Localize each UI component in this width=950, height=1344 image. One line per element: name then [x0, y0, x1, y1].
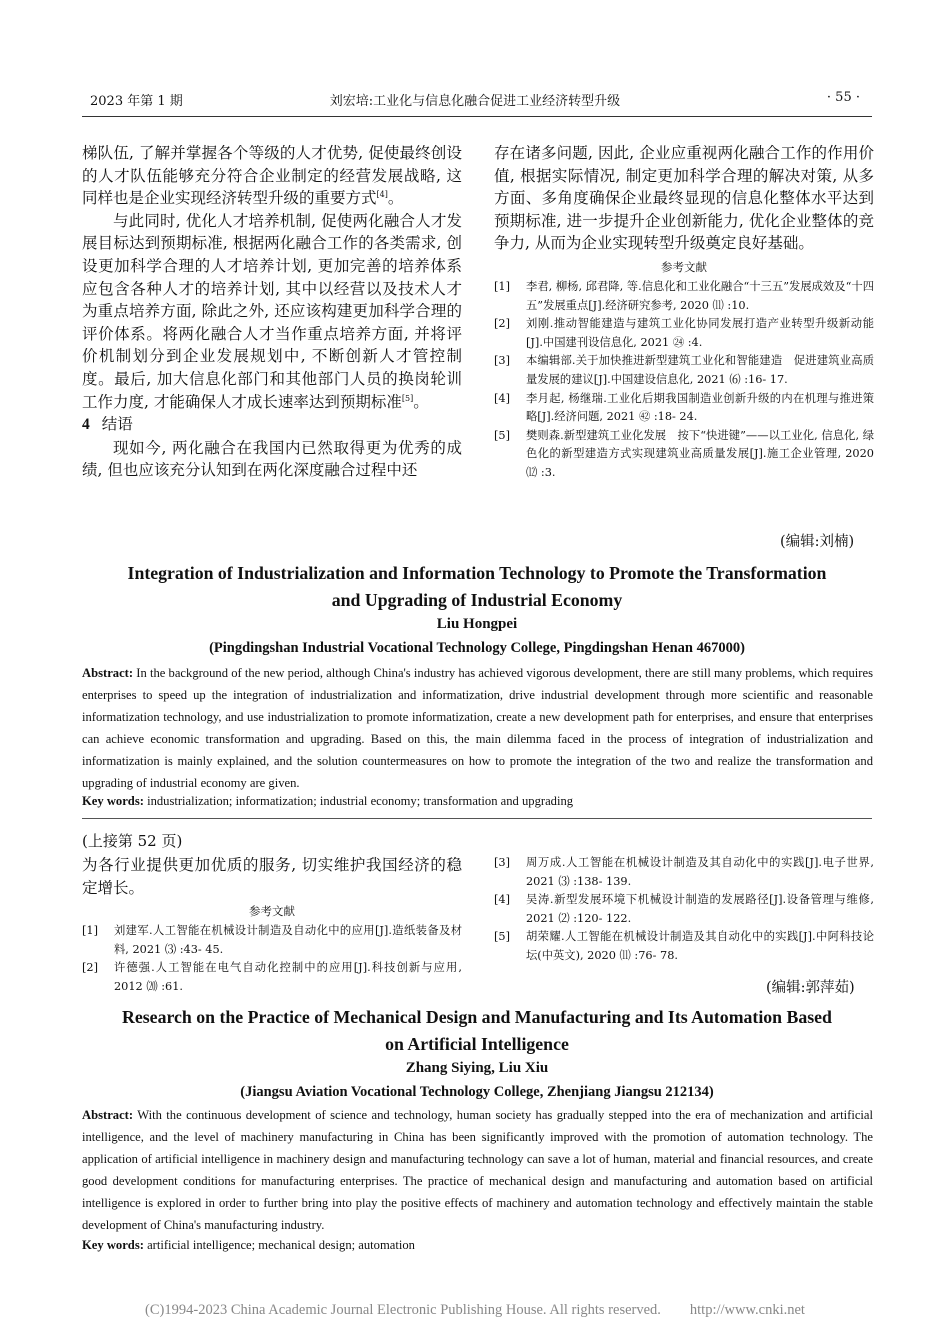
reference-item: [2] 刘刚.推动智能建造与建筑工业化协同发展打造产业转型升级新动能[J].中国建刊设信息化, 2021 ㉔ :4.	[494, 317, 874, 349]
reference-item: [4] 李月起, 杨继瑞.工业化后期我国制造业创新升级的内在机理与推进策略[J].经济问题, 2021 ㊷ :18- 24.	[494, 391, 874, 424]
reference-item: [3] 本编辑部.关于加快推进新型建筑工业化和智能建造 促进建筑业高质量发展的建议[J].中国建设信息化, 2021 ⑹ :16- 17.	[494, 354, 874, 386]
copyright-footer: (C)1994-2023 China Academic Journal Electronic Publishing House. All rights reserved. http://www.cnki.net	[145, 1302, 805, 1318]
english-author: Zhang Siying, Liu Xiu	[405, 1060, 549, 1076]
continuation-right	[494, 854, 874, 966]
continuation-left	[82, 854, 462, 997]
continuation-label: (上接第 52 页)	[82, 832, 183, 850]
english-title: Research on the Practice of Mechanical Design and Manufacturing and Its Automation Based on Artificial Intelligence	[122, 1007, 832, 1054]
reference-item: [1] 李君, 柳杨, 邱君降, 等.信息化和工业化融合“十三五”发展成效及“十四五”发展重点[J].经济研究参考, 2020 ⑾ :10.	[494, 279, 874, 312]
english-keywords: Key words: artificial intelligence; mechanical design; automation	[82, 1238, 415, 1252]
journal-issue: 2023 年第 1 期	[90, 94, 183, 109]
header-rule	[82, 116, 872, 117]
section-divider	[82, 818, 872, 819]
paragraph: 与此同时, 优化人才培养机制, 促使两化融合人才发展目标达到预期标准, 根据两化融合工作的各类需求, 创设更加科学合理的人才培养计划, 更加完善的培养体系应包含各种人才的培养计划, 其中以经营以及技术人才为重点培养方面, 除此之外, 还应该构建更加科学合理的评价体系。将两化融合人才当作重点培养方面, 并将评价机制划分到企业发展规划中, 不断创新人才管控制度。最后, 加大信息化部门和其他部门人员的换岗轮训工作力度, 才能确保人才成长速率达到预期标准[5]。	[82, 211, 462, 411]
paragraph: 存在诸多问题, 因此, 企业应重视两化融合工作的作用价值, 根据实际情况, 制定更加科学合理的解决对策, 从多方面、多角度确保企业最终显现的信息化整体水平达到预期标准, 进一步提升企业创新能力, 优化企业整体的竞争力, 从而为企业实现转型升级奠定良好基础。	[494, 144, 874, 253]
reference-item: [5] 樊则森.新型建筑工业化发展 按下“快进键”——以工业化, 信息化, 绿色化的新型建造方式实现建筑业高质量发展[J].施工企业管理, 2020 ⑿ :3.	[494, 428, 874, 479]
page-number: · 55 ·	[826, 90, 860, 105]
paragraph: 梯队伍, 了解并掌握各个等级的人才优势, 促使最终创设的人才队伍能够充分符合企业制定的经营发展战略, 这同样也是企业实现经济转型升级的重要方式[4]。	[82, 144, 462, 208]
english-title: Integration of Industrialization and Information Technology to Promote the Transformation and Upgrading of Industrial Economy	[127, 563, 827, 610]
references-title: 参考文献	[661, 259, 707, 274]
paragraph: 现如今, 两化融合在我国内已然取得更为优秀的成绩, 但也应该充分认知到在两化深度融合过程中还	[82, 438, 462, 480]
english-affiliation: (Jiangsu Aviation Vocational Technology College, Zhenjiang Jiangsu 212134)	[240, 1084, 714, 1100]
reference-item: [1] 刘建军.人工智能在机械设计制造及自动化中的应用[J].造纸装备及材料, 2021 ⑶ :43- 45.	[82, 924, 462, 956]
reference-item: [3] 周万成.人工智能在机械设计制造及其自动化中的实践[J].电子世界, 2021 ⑶ :138- 139.	[494, 856, 874, 888]
reference-item: [5] 胡荣耀.人工智能在机械设计制造及其自动化中的实践[J].中阿科技论坛(中英文), 2020 ⑾ :76- 78.	[494, 930, 874, 962]
reference-item: [2] 许德强.人工智能在电气自动化控制中的应用[J].科技创新与应用, 2012 ⒇ :61.	[82, 961, 462, 993]
editor-note: (编辑:郭萍茹)	[766, 980, 855, 996]
english-author: Liu Hongpei	[436, 616, 518, 632]
reference-item: [4] 吴涛.新型发展环境下机械设计制造的发展路径[J].设备管理与维修, 2021 ⑵ :120- 122.	[494, 893, 874, 925]
reference-list	[494, 278, 874, 483]
running-header	[90, 90, 860, 114]
right-column	[494, 142, 874, 483]
editor-note: (编辑:刘楠)	[780, 534, 855, 550]
paragraph: 为各行业提供更加优质的服务, 切实维护我国经济的稳定增长。	[82, 856, 462, 897]
english-keywords: Key words: industrialization; informatization; industrial economy; transformation and upgrading	[82, 794, 574, 808]
running-title: 刘宏培:工业化与信息化融合促进工业经济转型升级	[329, 94, 621, 109]
english-affiliation: (Pingdingshan Industrial Vocational Technology College, Pingdingshan Henan 467000)	[209, 640, 745, 656]
left-column	[82, 142, 462, 482]
section-heading: 4 结语	[82, 415, 133, 434]
references-title: 参考文献	[249, 904, 295, 919]
english-abstract: Abstract: With the continuous development of science and technology, human society has gradually stepped into the era of mechanization and artificial intelligence, and the level of machinery manufacturing in China has been significantly improved with the promotion of automation technology. The application of artificial intelligence in machinery design and manufacturing technology can save a lot of human, material and financial resources, and create good development conditions for manufacturing enterprises. The practice of mechanical design and manufacturing and automation based on artificial intelligence is explored in order to further bring into play the positive effects of machinery and automation technology and effectively maintain the stable development of China's manufacturing industry.	[82, 1108, 873, 1233]
english-abstract: Abstract: In the background of the new period, although China's industry has achieved vigorous development, there are still many problems, which requires enterprises to speed up the integration of industrialization and informatization, drive industrial development through more scientific and reasonable informatization technology, and use industrialization to promote informatization, create a new development path for enterprises, and ensure that enterprises can achieve economic transformation and upgrading. Based on this, the main dilemma faced in the process of integration of industrialization and informatization is mainly explained, and the solution countermeasures on how to promote the integration of the two and realize the transformation and upgrading of industrial economy are given.	[82, 666, 873, 791]
